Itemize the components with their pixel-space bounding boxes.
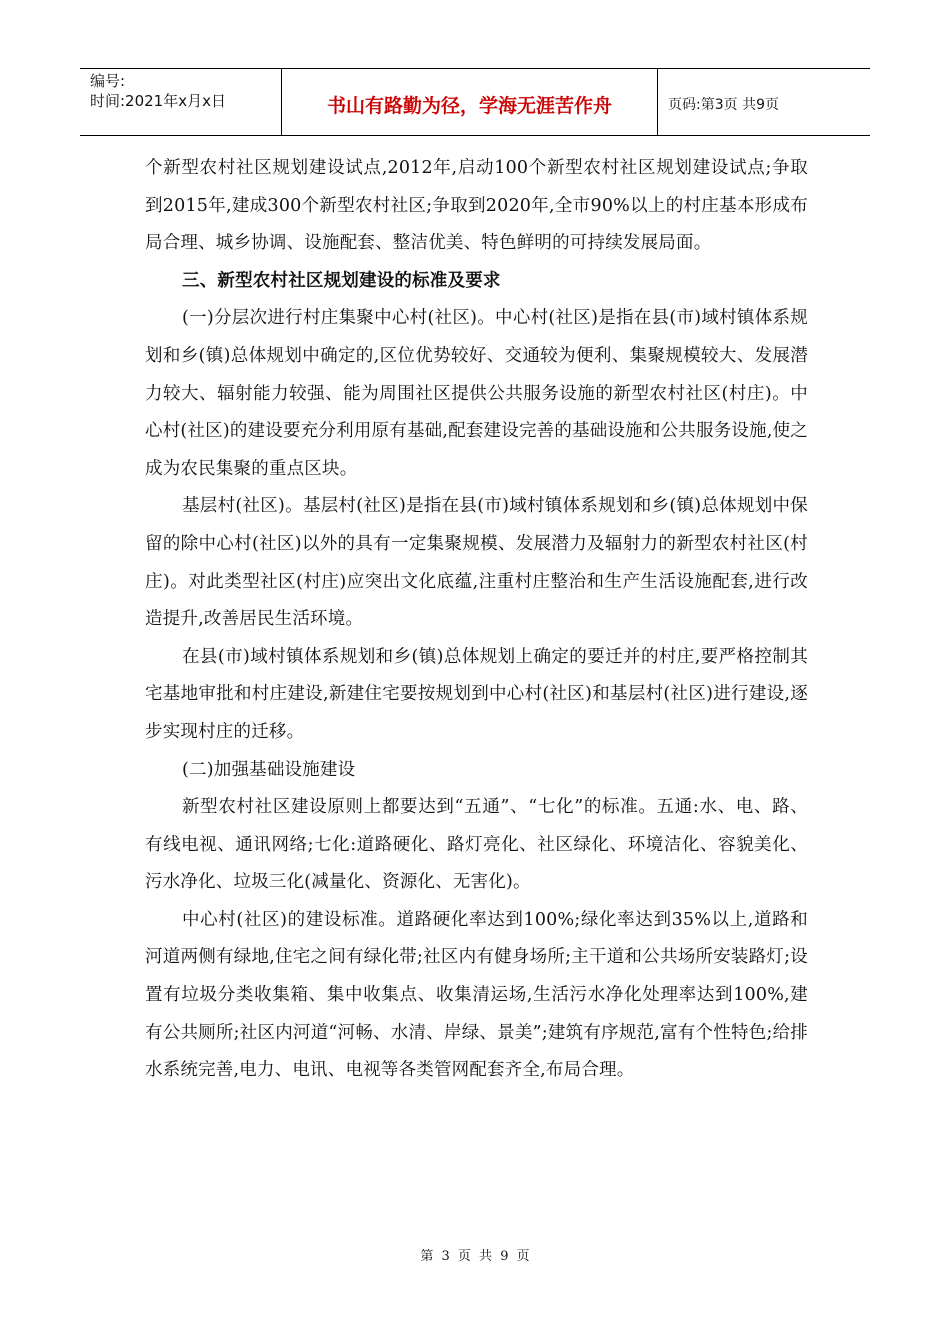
paragraph: 在县(市)域村镇体系规划和乡(镇)总体规划上确定的要迁并的村庄,要严格控制其宅基地审批和村庄建设,新建住宅要按规划到中心村(社区)和基层村(社区)进行建设,逐步实现村庄的迁移。 [145, 646, 808, 742]
header-motto: 书山有路勤为径，学海无涯苦作舟 [282, 69, 658, 135]
document-body [145, 150, 808, 1090]
subsection-heading: (二)加强基础设施建设 [182, 759, 356, 780]
page-footer: 第 3 页 共 9 页 [420, 1249, 530, 1264]
paragraph: 个新型农村社区规划建设试点,2012年,启动100个新型农村社区规划建设试点;争取到2015年,建成300个新型农村社区;争取到2020年,全市90%以上的村庄基本形成布局合理、城乡协调、设施配套、整洁优美、特色鲜明的可持续发展局面。 [145, 158, 808, 254]
header-page-info: 页码:第3页 共9页 [668, 97, 779, 113]
document-date: 时间:2021年x月x日 [90, 92, 226, 110]
header-meta [80, 69, 282, 135]
paragraph: 新型农村社区建设原则上都要达到“五通”、“七化”的标准。五通:水、电、路、有线电视、通讯网络;七化:道路硬化、路灯亮化、社区绿化、环境洁化、容貌美化、污水净化、垃圾三化(减量化、资源化、无害化)。 [145, 797, 808, 893]
paragraph: 中心村(社区)的建设标准。道路硬化率达到100%;绿化率达到35%以上,道路和河道两侧有绿地,住宅之间有绿化带;社区内有健身场所;主干道和公共场所安装路灯;设置有垃圾分类收集箱、集中收集点、收集清运场,生活污水净化处理率达到100%,建有公共厕所;社区内河道“河畅、水清、岸绿、景美”;建筑有序规范,富有个性特色;给排水系统完善,电力、电讯、电视等各类管网配套齐全,布局合理。 [145, 909, 808, 1081]
document-number: 编号: [90, 72, 126, 90]
page-header [80, 68, 870, 136]
paragraph: 基层村(社区)。基层村(社区)是指在县(市)域村镇体系规划和乡(镇)总体规划中保留的除中心村(社区)以外的具有一定集聚规模、发展潜力及辐射力的新型农村社区(村庄)。对此类型社区(村庄)应突出文化底蕴,注重村庄整治和生产生活设施配套,进行改造提升,改善居民生活环境。 [145, 496, 808, 630]
paragraph: (一)分层次进行村庄集聚中心村(社区)。中心村(社区)是指在县(市)域村镇体系规划和乡(镇)总体规划中确定的,区位优势较好、交通较为便利、集聚规模较大、发展潜力较大、辐射能力较强、能为周围社区提供公共服务设施的新型农村社区(村庄)。中心村(社区)的建设要充分利用原有基础,配套建设完善的基础设施和公共服务设施,使之成为农民集聚的重点区块。 [145, 308, 808, 479]
section-heading: 三、新型农村社区规划建设的标准及要求 [182, 270, 501, 291]
